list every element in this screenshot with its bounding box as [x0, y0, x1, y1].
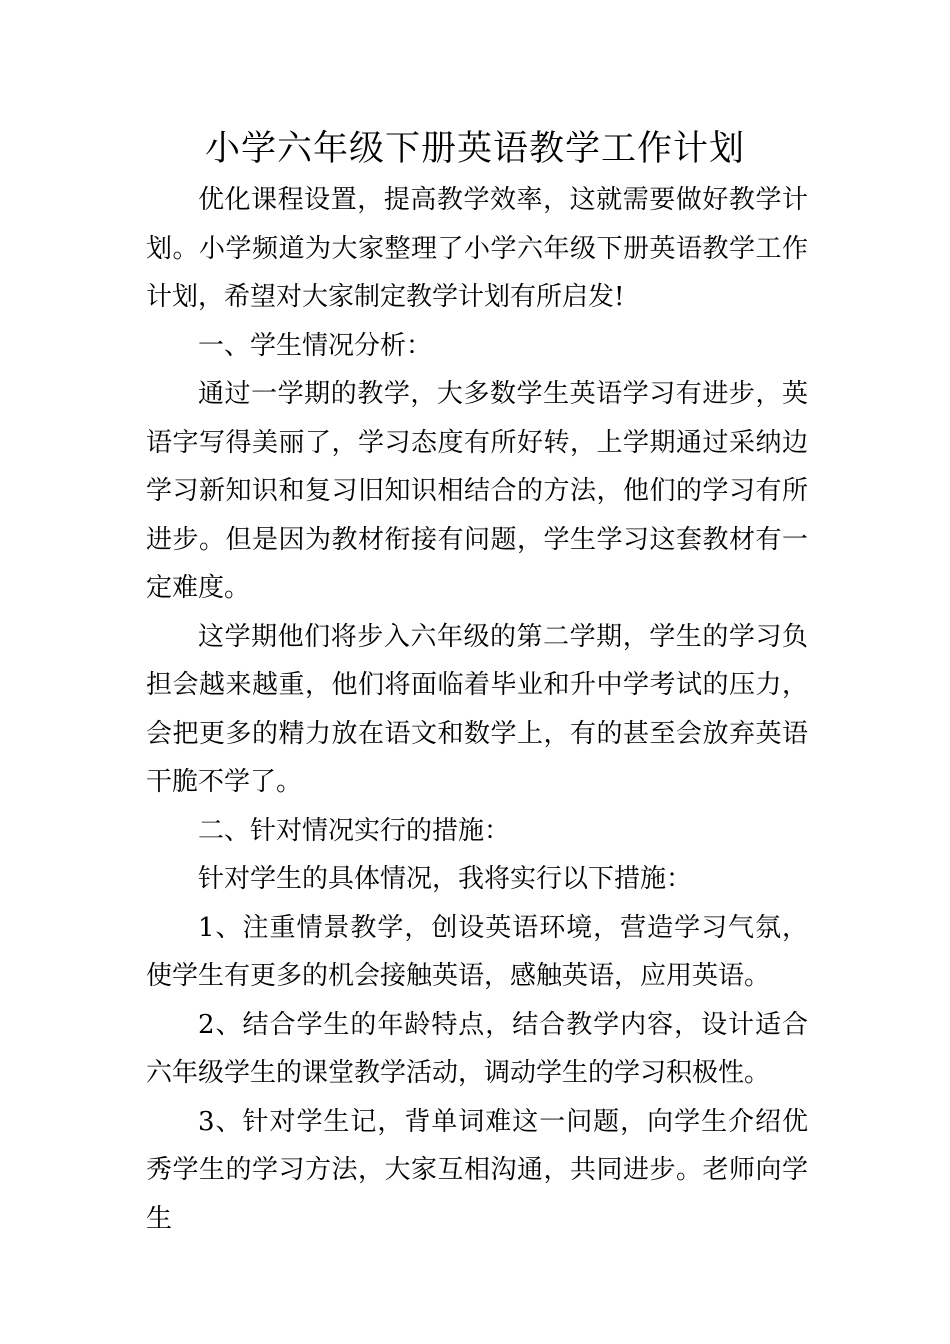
measure-item-3: 3、针对学生记，背单词难这一问题，向学生介绍优秀学生的学习方法，大家互相沟通，共同进步。老师向学生 — [146, 1106, 808, 1234]
measure-item-1: 1、注重情景教学，创设英语环境，营造学习气氛，使学生有更多的机会接触英语，感触英语，应用英语。 — [146, 912, 808, 991]
paragraph-student-pressure: 这学期他们将步入六年级的第二学期，学生的学习负担会越来越重，他们将面临着毕业和升中学考试的压力，会把更多的精力放在语文和数学上，有的甚至会放弃英语干脆不学了。 — [146, 621, 808, 797]
section-heading-student-analysis: 一、学生情况分析： — [198, 330, 433, 361]
paragraph-measures-intro: 针对学生的具体情况，我将实行以下措施： — [198, 864, 693, 894]
document-title: 小学六年级下册英语教学工作计划 — [204, 129, 745, 169]
measure-item-2: 2、结合学生的年龄特点，结合教学内容，设计适合六年级学生的课堂教学活动，调动学生的学习积极性。 — [146, 1009, 808, 1088]
document-body — [146, 176, 808, 1243]
section-heading-measures: 二、针对情况实行的措施： — [198, 815, 511, 846]
paragraph-student-progress: 通过一学期的教学，大多数学生英语学习有进步，英语字写得美丽了，学习态度有所好转，上学期通过采纳边学习新知识和复习旧知识相结合的方法，他们的学习有所进步。但是因为教材衔接有问题，学生学习这套教材有一定难度。 — [146, 379, 808, 603]
paragraph-intro: 优化课程设置，提高教学效率，这就需要做好教学计划。小学频道为大家整理了小学六年级下册英语教学工作计划，希望对大家制定教学计划有所启发! — [146, 185, 808, 312]
